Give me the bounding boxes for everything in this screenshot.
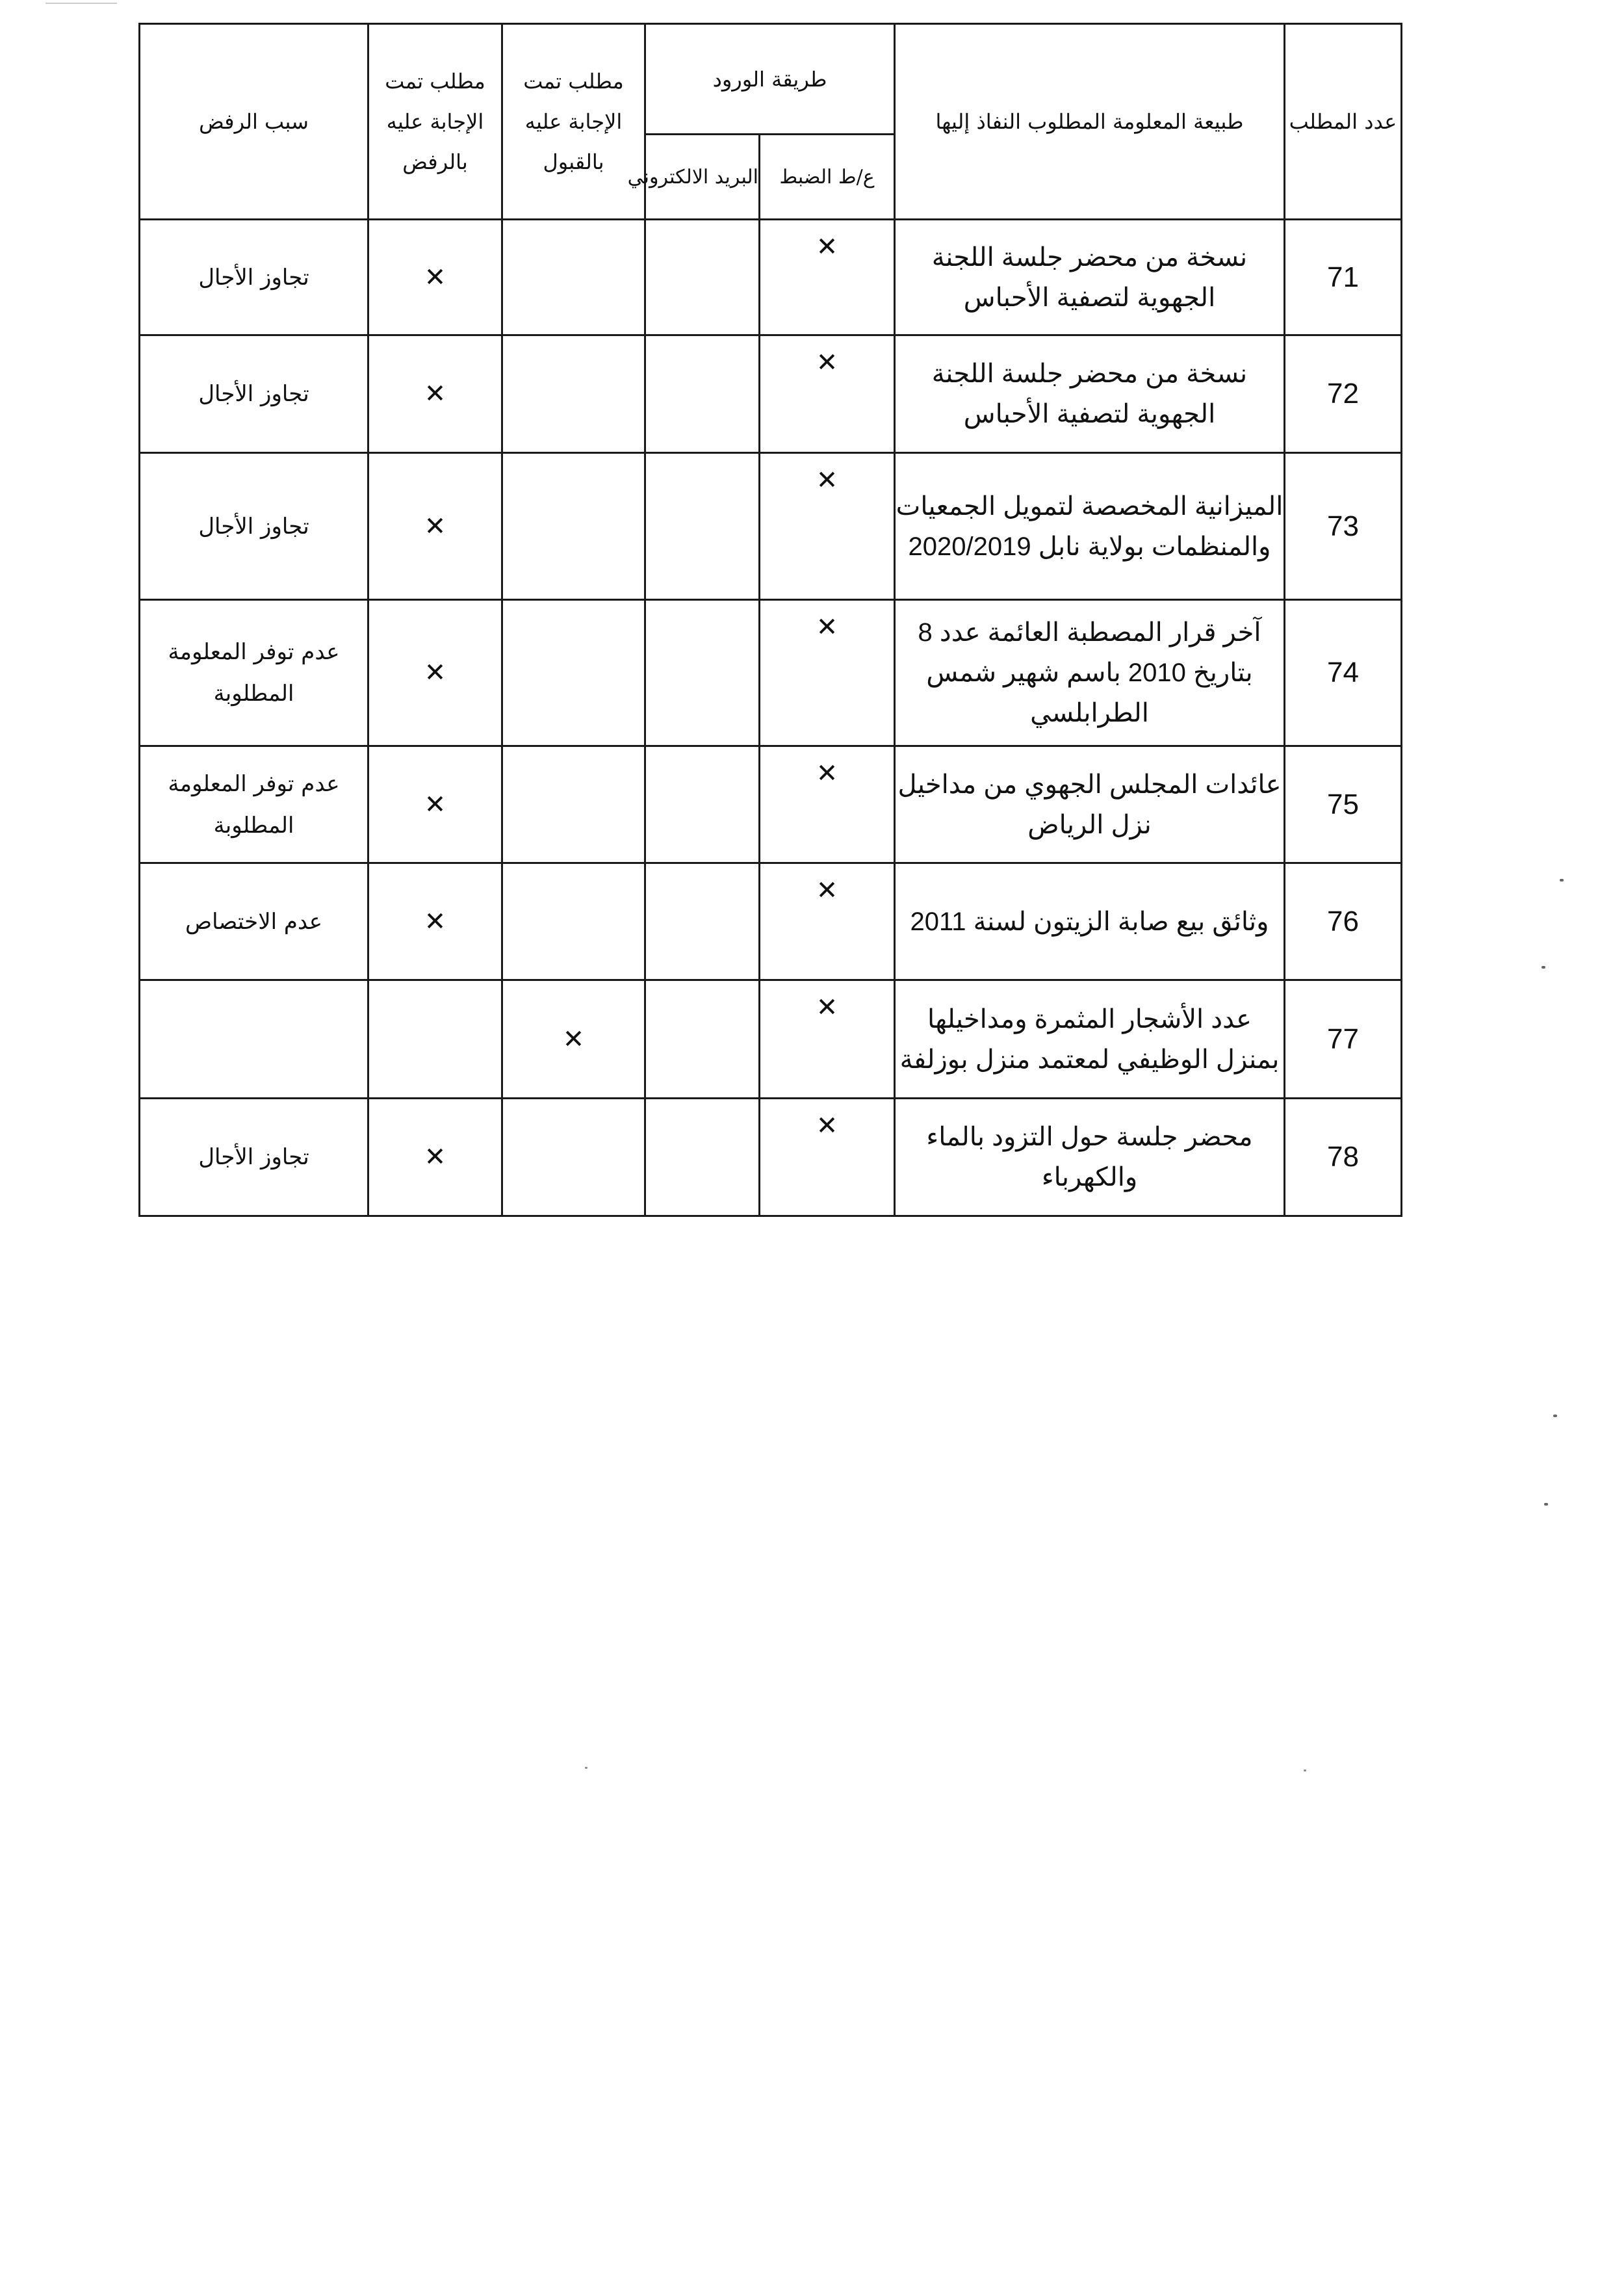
table-row (140, 863, 1402, 980)
header-reason: سبب الرفض (140, 24, 368, 220)
table-row (140, 746, 1402, 863)
cell-number: 74 (1285, 600, 1402, 746)
cell-email (645, 863, 760, 980)
cell-order-office: ✕ (760, 453, 895, 600)
cell-number: 75 (1285, 746, 1402, 863)
cell-rejected: ✕ (368, 453, 502, 600)
header-nature: طبيعة المعلومة المطلوب النفاذ إليها (895, 24, 1285, 220)
cell-email (645, 220, 760, 335)
cell-email (645, 600, 760, 746)
cell-order-office: ✕ (760, 980, 895, 1099)
cell-order-office: ✕ (760, 863, 895, 980)
header-accepted: مطلب تمت الإجابة عليه بالقبول (502, 24, 645, 220)
header-order-office: ع/ط الضبط (760, 135, 895, 220)
cell-nature: آخر قرار المصطبة العائمة عدد 8 بتاريخ 2010 باسم شهير شمس الطرابلسي (895, 600, 1285, 746)
cell-rejected: ✕ (368, 746, 502, 863)
cell-rejected: ✕ (368, 220, 502, 335)
cell-email (645, 453, 760, 600)
cell-email (645, 335, 760, 453)
cell-number: 73 (1285, 453, 1402, 600)
cell-nature: الميزانية المخصصة لتمويل الجمعيات والمنظمات بولاية نابل 2020/2019 (895, 453, 1285, 600)
cell-rejected (368, 980, 502, 1099)
cell-email (645, 1099, 760, 1216)
table-row (140, 1099, 1402, 1216)
scan-speck (1542, 966, 1545, 969)
header-arrival-method: طريقة الورود (645, 24, 895, 135)
cell-accepted (502, 746, 645, 863)
scan-speck (1560, 879, 1564, 881)
cell-reason: عدم توفر المعلومة المطلوبة (140, 746, 368, 863)
cell-nature: نسخة من محضر جلسة اللجنة الجهوية لتصفية الأحباس (895, 335, 1285, 453)
cell-accepted (502, 335, 645, 453)
cell-accepted (502, 863, 645, 980)
cell-nature: وثائق بيع صابة الزيتون لسنة 2011 (895, 863, 1285, 980)
cell-reason: عدم الاختصاص (140, 863, 368, 980)
scan-speck (1544, 1503, 1548, 1506)
table-row (140, 220, 1402, 335)
cell-reason: تجاوز الأجال (140, 1099, 368, 1216)
cell-rejected: ✕ (368, 335, 502, 453)
cell-order-office: ✕ (760, 335, 895, 453)
cell-accepted (502, 220, 645, 335)
cell-nature: نسخة من محضر جلسة اللجنة الجهوية لتصفية الأحباس (895, 220, 1285, 335)
header-row-top (140, 24, 1402, 135)
cell-nature: عائدات المجلس الجهوي من مداخيل نزل الرياض (895, 746, 1285, 863)
cell-number: 71 (1285, 220, 1402, 335)
cell-rejected: ✕ (368, 1099, 502, 1216)
header-rejected: مطلب تمت الإجابة عليه بالرفض (368, 24, 502, 220)
header-email: البريد الالكتروني (645, 135, 760, 220)
scan-speck (585, 1767, 587, 1769)
table-row (140, 980, 1402, 1099)
cell-reason: تجاوز الأجال (140, 335, 368, 453)
cell-accepted: ✕ (502, 980, 645, 1099)
cell-reason: عدم توفر المعلومة المطلوبة (140, 600, 368, 746)
requests-table (138, 23, 1402, 1217)
cell-nature: محضر جلسة حول التزود بالماء والكهرباء (895, 1099, 1285, 1216)
cell-rejected: ✕ (368, 863, 502, 980)
cell-reason (140, 980, 368, 1099)
cell-order-office: ✕ (760, 600, 895, 746)
table-row (140, 600, 1402, 746)
cell-number: 72 (1285, 335, 1402, 453)
cell-number: 76 (1285, 863, 1402, 980)
cell-reason: تجاوز الأجال (140, 220, 368, 335)
cell-number: 77 (1285, 980, 1402, 1099)
cell-number: 78 (1285, 1099, 1402, 1216)
cell-order-office: ✕ (760, 220, 895, 335)
cell-email (645, 980, 760, 1099)
cell-order-office: ✕ (760, 746, 895, 863)
scan-speck (1304, 1769, 1306, 1771)
cell-accepted (502, 1099, 645, 1216)
header-number: عدد المطلب (1285, 24, 1402, 220)
cell-reason: تجاوز الأجال (140, 453, 368, 600)
table-row (140, 335, 1402, 453)
cell-accepted (502, 453, 645, 600)
cell-rejected: ✕ (368, 600, 502, 746)
scan-speck (1553, 1415, 1557, 1417)
table-row (140, 453, 1402, 600)
cell-accepted (502, 600, 645, 746)
cell-email (645, 746, 760, 863)
cell-nature: عدد الأشجار المثمرة ومداخيلها بمنزل الوظيفي لمعتمد منزل بوزلفة (895, 980, 1285, 1099)
cell-order-office: ✕ (760, 1099, 895, 1216)
scan-edge-mark (45, 3, 117, 4)
